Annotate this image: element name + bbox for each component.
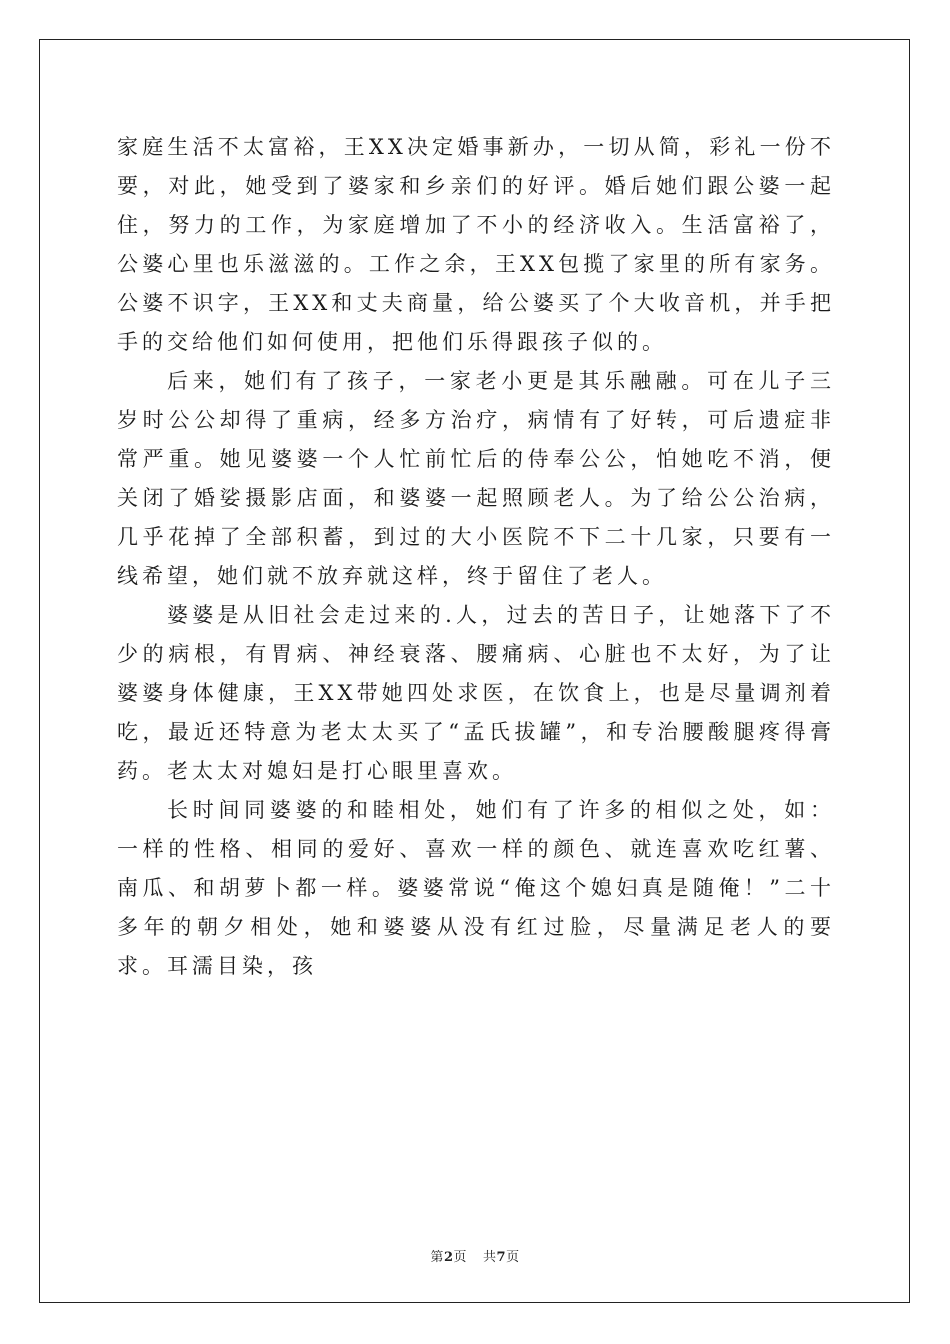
footer-total-prefix: 共: [483, 1250, 497, 1265]
document-body: [117, 128, 835, 986]
current-page-number: 2: [443, 1250, 454, 1265]
footer-page-suffix: 页: [453, 1250, 467, 1265]
total-pages-number: 7: [496, 1250, 507, 1265]
page-footer: [0, 1246, 950, 1265]
footer-prefix: 第: [430, 1250, 444, 1265]
paragraph-1: 家庭生活不太富裕，王XX决定婚事新办，一切从简，彩礼一份不要，对此，她受到了婆家和乡亲们的好评。婚后她们跟公婆一起住，努力的工作，为家庭增加了不小的经济收入。生活富裕了，公婆心里也乐滋滋的。工作之余，王XX包揽了家里的所有家务。公婆不识字，王XX和丈夫商量，给公婆买了个大收音机，并手把手的交给他们如何使用，把他们乐得跟孩子似的。: [117, 135, 835, 354]
paragraph-2: 后来，她们有了孩子，一家老小更是其乐融融。可在儿子三岁时公公却得了重病，经多方治疗，病情有了好转，可后遗症非常严重。她见婆婆一个人忙前忙后的侍奉公公，怕她吃不消，便关闭了婚娑摄影店面，和婆婆一起照顾老人。为了给公公治病，几乎花掉了全部积蓄，到过的大小医院不下二十几家，只要有一线希望，她们就不放弃就这样，终于留住了老人。: [117, 369, 835, 588]
footer-total-suffix: 页: [506, 1250, 520, 1265]
paragraph-4: 长时间同婆婆的和睦相处，她们有了许多的相似之处，如：一样的性格、相同的爱好、喜欢一样的颜色、就连喜欢吃红薯、南瓜、和胡萝卜都一样。婆婆常说“俺这个媳妇真是随俺！”二十多年的朝夕相处，她和婆婆从没有红过脸，尽量满足老人的要求。耳濡目染，孩: [117, 798, 835, 978]
paragraph-3: 婆婆是从旧社会走过来的.人，过去的苦日子，让她落下了不少的病根，有胃病、神经衰落、腰痛病、心脏也不太好，为了让婆婆身体健康，王XX带她四处求医，在饮食上，也是尽量调剂着吃，最近还特意为老太太买了“孟氏拔罐”，和专治腰酸腿疼得膏药。老太太对媳妇是打心眼里喜欢。: [117, 603, 835, 783]
